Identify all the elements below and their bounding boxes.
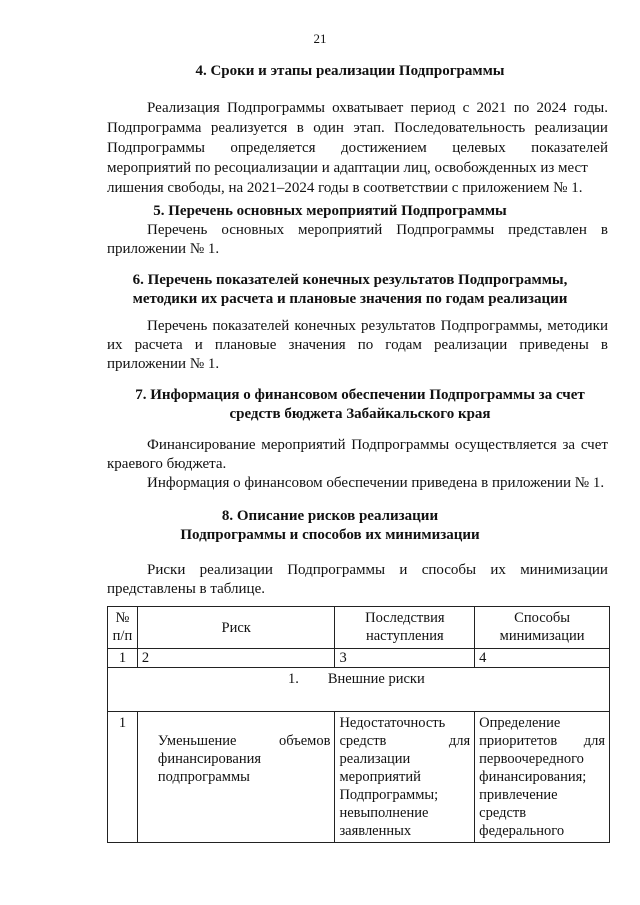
section-4-line-3: Подпрограммы определяется достижением целевых показателей xyxy=(107,140,608,156)
section-6-line-3: приложении № 1. xyxy=(107,356,220,372)
section-4-title: 4. Сроки и этапы реализации Подпрограммы xyxy=(195,63,505,79)
section-6-line-1: Перечень показателей конечных результатов Подпрограммы, методики xyxy=(147,318,608,334)
column-numbers-row xyxy=(108,649,610,668)
section-7-title-line-2: средств бюджета Забайкальского края xyxy=(229,406,491,422)
page-number: 21 xyxy=(313,31,327,46)
row-1-risk: Уменьшение объемов финансирования подпрограммы xyxy=(137,712,335,843)
row-1-consequences: Недостаточность средств для реализации мероприятий Подпрограммы; невыполнение заявленных xyxy=(335,712,475,843)
section-4-line-5: лишения свободы, на 2021–2024 годы в соответствии с приложением № 1. xyxy=(107,180,583,196)
table-header-row xyxy=(108,607,610,649)
header-num: № п/п xyxy=(108,607,138,649)
section-8-line-1: Риски реализации Подпрограммы и способы их минимизации xyxy=(147,562,608,578)
col-num-3: 3 xyxy=(335,649,475,668)
header-risk: Риск xyxy=(137,607,335,649)
risks-table xyxy=(107,606,610,843)
section-6-line-2: их расчета и плановые значения по годам реализации приведены в xyxy=(107,337,608,353)
group-title: 1. Внешние риски xyxy=(108,668,610,712)
col-num-1: 1 xyxy=(108,649,138,668)
row-1-methods: Определение приоритетов для первоочередного финансирования; привлечение средств федерального xyxy=(475,712,610,843)
header-methods: Способы минимизации xyxy=(475,607,610,649)
section-8-line-2: представлены в таблице. xyxy=(107,581,265,597)
section-7-line-2: краевого бюджета. xyxy=(107,456,227,472)
col-num-4: 4 xyxy=(475,649,610,668)
section-7-line-3: Информация о финансовом обеспечении приведена в приложении № 1. xyxy=(147,475,605,491)
section-5-line-1: Перечень основных мероприятий Подпрограммы представлен в xyxy=(147,222,608,238)
section-4-line-1: Реализация Подпрограммы охватывает период с 2021 по 2024 годы. xyxy=(147,100,608,116)
section-7-line-1: Финансирование мероприятий Подпрограммы осуществляется за счет xyxy=(147,437,608,453)
section-5-line-2: приложении № 1. xyxy=(107,241,220,257)
section-4-line-2: Подпрограмма реализуется в один этап. Последовательность реализации xyxy=(107,120,608,136)
section-6-title-line-1: 6. Перечень показателей конечных результатов Подпрограммы, xyxy=(132,272,568,288)
section-7-title-line-1: 7. Информация о финансовом обеспечении Подпрограммы за счет xyxy=(135,387,585,403)
section-8-title-line-2: Подпрограммы и способов их минимизации xyxy=(180,527,480,543)
group-row-external-risks xyxy=(108,668,610,712)
header-consequences: Последствия наступления xyxy=(335,607,475,649)
col-num-2: 2 xyxy=(137,649,335,668)
section-6-title-line-2: методики их расчета и плановые значения по годам реализации xyxy=(132,291,568,307)
section-4-line-4: мероприятий по ресоциализации и адаптации лиц, освобожденных из мест xyxy=(107,160,588,176)
table-row xyxy=(108,712,610,843)
row-1-num: 1 xyxy=(108,712,138,843)
section-8-title-line-1: 8. Описание рисков реализации xyxy=(221,508,439,524)
section-5-title: 5. Перечень основных мероприятий Подпрограммы xyxy=(153,203,507,219)
